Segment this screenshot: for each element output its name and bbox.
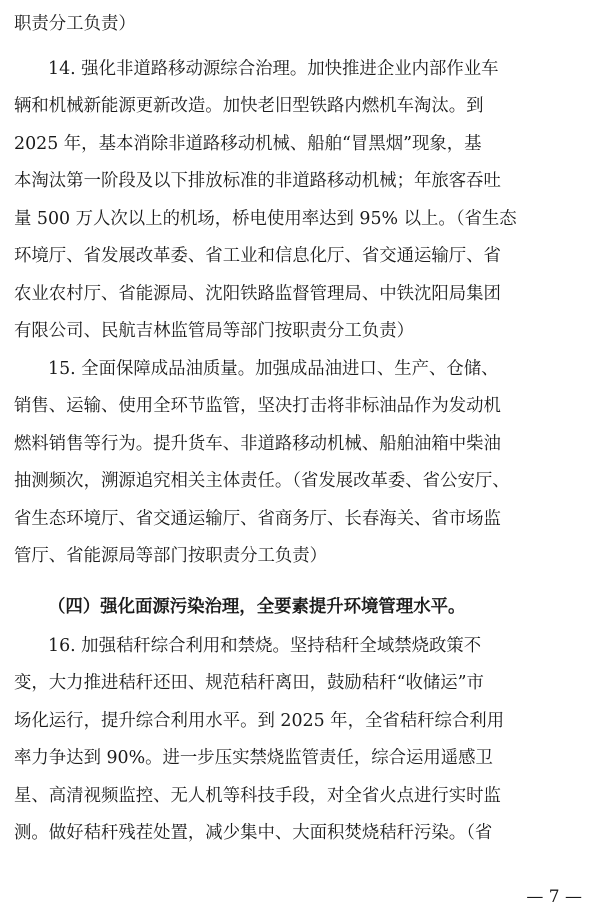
text-line: 率力争达到 90%。进一步压实禁烧监管责任，综合运用遥感卫 <box>14 748 493 768</box>
page-number: — 7 — <box>526 887 582 907</box>
text-line: 场化运行，提升综合利用水平。到 2025 年，全省秸秆综合利用 <box>14 711 505 731</box>
text-line: 省生态环境厅、省交通运输厅、省商务厅、长春海关、省市场监 <box>14 509 501 529</box>
text-line: 星、高清视频监控、无人机等科技手段，对全省火点进行实时监 <box>14 786 501 806</box>
text-line: 管厅、省能源局等部门按职责分工负责） <box>14 546 328 566</box>
text-line: 量 500 万人次以上的机场，桥电使用率达到 95% 以上。（省生态 <box>14 209 517 229</box>
item-16-heading-line: 16. 加强秸秆综合利用和禁烧。坚持秸秆全域禁烧政策不 <box>48 636 482 656</box>
item-14-heading-line: 14. 强化非道路移动源综合治理。加快推进企业内部作业车 <box>48 59 499 79</box>
text-line: 辆和机械新能源更新改造。加快老旧型铁路内燃机车淘汰。到 <box>14 96 484 116</box>
text-line: 抽测频次，溯源追究相关主体责任。（省发展改革委、省公安厅、 <box>14 471 510 491</box>
text-line: 2025 年，基本消除非道路移动机械、船舶“冒黑烟”现象，基 <box>14 134 482 154</box>
text-line: 本淘汰第一阶段及以下排放标准的非道路移动机械；年旅客吞吐 <box>14 171 501 191</box>
text-line: 销售、运输、使用全环节监管，坚决打击将非标油品作为发动机 <box>14 396 501 416</box>
section-heading: （四）强化面源污染治理，全要素提升环境管理水平。 <box>48 597 466 617</box>
text-line: 职责分工负责） <box>14 14 136 34</box>
text-line: 农业农村厅、省能源局、沈阳铁路监督管理局、中铁沈阳局集团 <box>14 284 501 304</box>
item-15-heading-line: 15. 全面保障成品油质量。加强成品油进口、生产、仓储、 <box>48 359 499 379</box>
text-line: 环境厅、省发展改革委、省工业和信息化厅、省交通运输厅、省 <box>14 246 501 266</box>
text-line: 测。做好秸秆残茬处置，减少集中、大面积焚烧秸秆污染。（省 <box>14 823 493 843</box>
text-line: 有限公司、民航吉林监管局等部门按职责分工负责） <box>14 321 414 341</box>
text-line: 变，大力推进秸秆还田、规范秸秆离田，鼓励秸秆“收储运”市 <box>14 673 484 693</box>
text-line: 燃料销售等行为。提升货车、非道路移动机械、船舶油箱中柴油 <box>14 434 501 454</box>
